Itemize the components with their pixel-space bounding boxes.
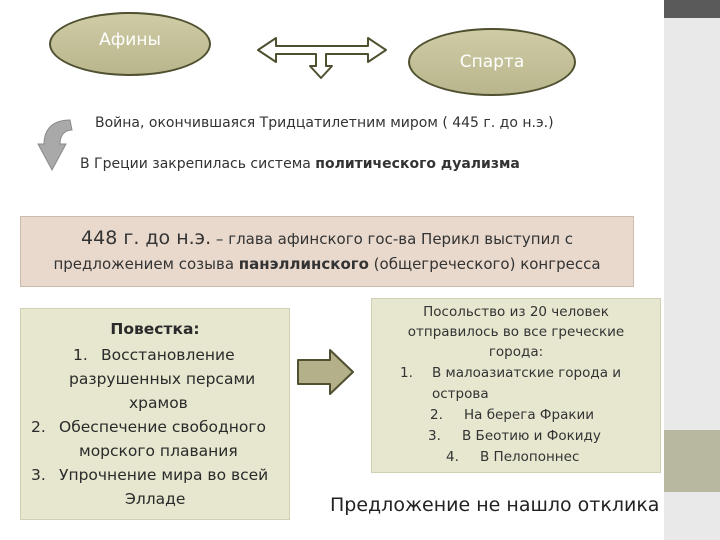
result-prefix: В Греции закрепилась система [80, 156, 316, 172]
agenda-item1-c: храмов [129, 394, 188, 412]
agenda-item2-num: 2. [31, 418, 46, 436]
pericles-line-1 [21, 227, 633, 249]
result-bold: политического дуализма [315, 156, 520, 172]
result-line [80, 156, 520, 172]
embassy-intro-3: города: [488, 344, 544, 360]
embassy-item1-a: В малоазиатские города и [432, 365, 622, 381]
agenda-item1-num: 1. [73, 346, 88, 364]
agenda-item3-num: 3. [31, 466, 46, 484]
agenda-item1-a: Восстановление [101, 346, 235, 364]
embassy-intro-2: отправилось во все греческие [407, 324, 625, 340]
no-response-text: Предложение не нашло отклика [330, 494, 660, 516]
embassy-item1-b: острова [432, 386, 489, 402]
double-arrow-icon [258, 38, 386, 78]
embassy-item1-num: 1. [400, 365, 413, 381]
embassy-item4: В Пелопоннес [480, 449, 580, 465]
node-sparta-label: Спарта [459, 52, 525, 72]
embassy-intro-1: Посольство из 20 человек [423, 304, 609, 320]
agenda-box [20, 308, 290, 520]
agenda-item2-b: морского плавания [79, 442, 238, 460]
embassy-item4-num: 4. [446, 449, 459, 465]
embassy-item2-num: 2. [430, 407, 443, 423]
embassy-box [371, 298, 661, 473]
node-athens [49, 12, 211, 76]
curved-arrow-icon [38, 120, 72, 170]
agenda-item1-b: разрушенных персами [69, 370, 256, 388]
agenda-title: Повестка: [110, 320, 200, 338]
pericles-rest1: – глава афинского гос-ва Перикл выступил с [211, 230, 573, 248]
node-athens-label: Афины [99, 30, 161, 50]
embassy-item2: На берега Фракии [464, 407, 595, 423]
embassy-item3-num: 3. [428, 428, 441, 444]
node-sparta [408, 28, 576, 96]
pericles-date: 448 г. до н.э. [81, 227, 212, 249]
agenda-item2-a: Обеспечение свободного [59, 418, 266, 436]
pericles-line2-bold: панэллинского [238, 255, 369, 273]
war-line: Война, окончившаяся Тридцатилетним миром ( 445 г. до н.э.) [95, 115, 554, 131]
pericles-line2-post: (общегреческого) конгресса [368, 255, 601, 273]
pericles-line2-pre: предложением созыва [53, 255, 239, 273]
right-arrow-icon [298, 350, 353, 394]
pericles-line-2 [21, 255, 633, 273]
agenda-item3-b: Элладе [125, 490, 186, 508]
pericles-box [20, 216, 634, 287]
embassy-item3: В Беотию и Фокиду [462, 428, 601, 444]
agenda-item3-a: Упрочнение мира во всей [59, 466, 269, 484]
